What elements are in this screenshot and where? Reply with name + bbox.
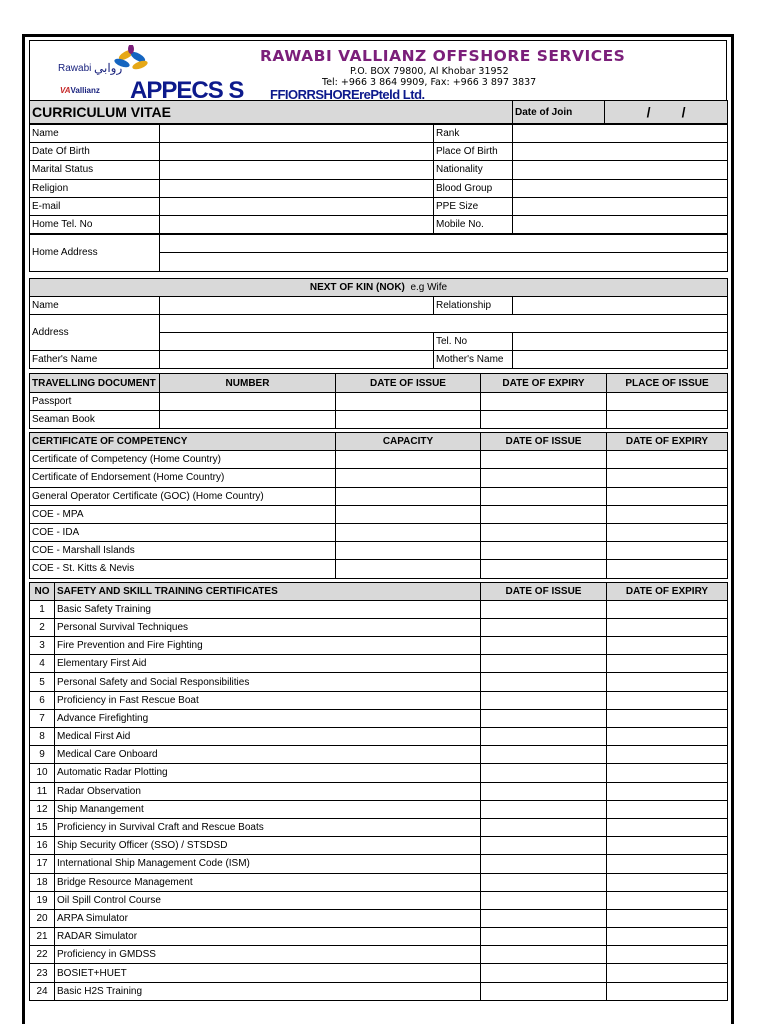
training-expiry-date-field[interactable] <box>607 928 728 946</box>
personal-left-field[interactable] <box>160 197 434 215</box>
competency-label: COE - St. Kitts & Nevis <box>30 560 336 578</box>
personal-left-field[interactable] <box>160 125 434 143</box>
training-row <box>30 837 728 855</box>
travel-doc-label: Passport <box>30 392 160 410</box>
training-issue-date-field[interactable] <box>481 618 607 636</box>
personal-right-label: PPE Size <box>434 197 513 215</box>
competency-field[interactable] <box>481 451 607 469</box>
competency-row <box>30 560 728 578</box>
nok-tel-label: Tel. No <box>434 333 513 351</box>
training-issue-date-field[interactable] <box>481 946 607 964</box>
training-number: 3 <box>30 637 55 655</box>
competency-field[interactable] <box>336 560 481 578</box>
nok-name-field[interactable] <box>160 296 434 314</box>
competency-row <box>30 469 728 487</box>
father-name-label: Father's Name <box>30 351 160 369</box>
training-issue-date-field[interactable] <box>481 873 607 891</box>
training-issue-date-field[interactable] <box>481 982 607 1000</box>
training-row <box>30 600 728 618</box>
competency-label: General Operator Certificate (GOC) (Home Country) <box>30 487 336 505</box>
training-issue-date-field[interactable] <box>481 600 607 618</box>
nok-tel-field[interactable] <box>513 333 728 351</box>
training-issue-date-field[interactable] <box>481 691 607 709</box>
competency-field[interactable] <box>607 560 728 578</box>
training-expiry-date-field[interactable] <box>607 618 728 636</box>
training-number: 16 <box>30 837 55 855</box>
training-issue-date-field[interactable] <box>481 764 607 782</box>
cv-title: CURRICULUM VITAE <box>30 101 513 124</box>
training-certificate-name: Proficiency in Survival Craft and Rescue Boats <box>55 818 481 836</box>
training-issue-date-field[interactable] <box>481 964 607 982</box>
company-address: P.O. BOX 79800, Al Khobar 31952 <box>350 66 509 77</box>
training-row <box>30 618 728 636</box>
mother-name-field[interactable] <box>513 351 728 369</box>
competency-label: COE - IDA <box>30 523 336 541</box>
personal-right-label: Nationality <box>434 161 513 179</box>
training-certificate-name: ARPA Simulator <box>55 909 481 927</box>
competency-field[interactable] <box>336 523 481 541</box>
personal-row <box>30 161 728 179</box>
training-row <box>30 873 728 891</box>
training-row <box>30 946 728 964</box>
training-number: 20 <box>30 909 55 927</box>
travel-header-row <box>30 374 728 392</box>
personal-left-field[interactable] <box>160 215 434 233</box>
personal-right-label: Place Of Birth <box>434 143 513 161</box>
competency-label: Certificate of Competency (Home Country) <box>30 451 336 469</box>
training-row <box>30 800 728 818</box>
training-number: 5 <box>30 673 55 691</box>
training-issue-date-field[interactable] <box>481 709 607 727</box>
training-expiry-date-field[interactable] <box>607 728 728 746</box>
travel-field[interactable] <box>607 392 728 410</box>
competency-field[interactable] <box>336 487 481 505</box>
training-certificate-name: Ship Security Officer (SSO) / STSDSD <box>55 837 481 855</box>
training-issue-date-field[interactable] <box>481 855 607 873</box>
personal-left-label: Religion <box>30 179 160 197</box>
training-certificate-name: Personal Safety and Social Responsibilities <box>55 673 481 691</box>
competency-field[interactable] <box>481 505 607 523</box>
competency-row <box>30 523 728 541</box>
date-of-join-label: Date of Join <box>513 101 605 124</box>
logo-rawabi-text: Rawabi <box>58 63 92 74</box>
home-address-table <box>29 234 728 271</box>
training-certificate-name: Ship Manangement <box>55 800 481 818</box>
personal-right-field[interactable] <box>513 161 728 179</box>
training-certificate-name: International Ship Management Code (ISM) <box>55 855 481 873</box>
personal-row <box>30 197 728 215</box>
competency-field[interactable] <box>336 451 481 469</box>
nok-address-label: Address <box>30 314 160 350</box>
logo-arabic-text: روابي <box>94 61 123 75</box>
training-certificate-name: RADAR Simulator <box>55 928 481 946</box>
logo-vallianz-word: Vallianz <box>70 86 100 95</box>
training-expiry-date-field[interactable] <box>607 637 728 655</box>
training-issue-date-field[interactable] <box>481 655 607 673</box>
personal-row <box>30 179 728 197</box>
personal-left-label: Home Tel. No <box>30 215 160 233</box>
training-header-cell: DATE OF ISSUE <box>481 582 607 600</box>
training-certificates-table <box>29 582 728 1001</box>
competency-field[interactable] <box>481 469 607 487</box>
training-number: 24 <box>30 982 55 1000</box>
logo-vallianz-text <box>60 86 100 95</box>
training-expiry-date-field[interactable] <box>607 982 728 1000</box>
training-number: 8 <box>30 728 55 746</box>
travel-field[interactable] <box>336 410 481 428</box>
training-number: 2 <box>30 618 55 636</box>
home-address-label: Home Address <box>30 235 160 271</box>
home-address-field-1[interactable] <box>160 235 728 253</box>
training-certificate-name: BOSIET+HUET <box>55 964 481 982</box>
logo-va-mark: VA <box>60 86 71 95</box>
training-expiry-date-field[interactable] <box>607 655 728 673</box>
training-expiry-date-field[interactable] <box>607 855 728 873</box>
training-row <box>30 782 728 800</box>
competency-field[interactable] <box>481 523 607 541</box>
training-row <box>30 673 728 691</box>
nok-heading-text: NEXT OF KIN (NOK) <box>309 281 405 293</box>
travel-field[interactable] <box>160 410 336 428</box>
competency-field[interactable] <box>481 542 607 560</box>
competency-header-cell: DATE OF EXPIRY <box>607 433 728 451</box>
competency-field[interactable] <box>607 451 728 469</box>
personal-row <box>30 125 728 143</box>
training-expiry-date-field[interactable] <box>607 873 728 891</box>
training-issue-date-field[interactable] <box>481 782 607 800</box>
travel-field[interactable] <box>160 392 336 410</box>
training-row <box>30 928 728 946</box>
training-certificate-name: Oil Spill Control Course <box>55 891 481 909</box>
training-expiry-date-field[interactable] <box>607 946 728 964</box>
training-certificate-name: Basic H2S Training <box>55 982 481 1000</box>
competency-header-cell: CAPACITY <box>336 433 481 451</box>
travel-field[interactable] <box>607 410 728 428</box>
training-certificate-name: Personal Survival Techniques <box>55 618 481 636</box>
travel-header-cell: NUMBER <box>160 374 336 392</box>
overlapping-company-subtext: FFIORRSHORErePteld Ltd. <box>270 87 425 102</box>
travel-doc-label: Seaman Book <box>30 410 160 428</box>
training-number: 10 <box>30 764 55 782</box>
training-expiry-date-field[interactable] <box>607 837 728 855</box>
training-expiry-date-field[interactable] <box>607 964 728 982</box>
training-expiry-date-field[interactable] <box>607 673 728 691</box>
training-number: 7 <box>30 709 55 727</box>
competency-header-cell: CERTIFICATE OF COMPETENCY <box>30 433 336 451</box>
training-row <box>30 909 728 927</box>
personal-left-label: Date Of Birth <box>30 143 160 161</box>
competency-field[interactable] <box>607 487 728 505</box>
competency-row <box>30 505 728 523</box>
personal-row <box>30 215 728 233</box>
personal-left-field[interactable] <box>160 179 434 197</box>
competency-field[interactable] <box>336 505 481 523</box>
letterhead <box>29 40 727 104</box>
company-name: RAWABI VALLIANZ OFFSHORE SERVICES <box>260 47 626 65</box>
training-certificate-name: Fire Prevention and Fire Fighting <box>55 637 481 655</box>
travel-row <box>30 392 728 410</box>
training-issue-date-field[interactable] <box>481 637 607 655</box>
training-row <box>30 728 728 746</box>
competency-label: COE - MPA <box>30 505 336 523</box>
training-expiry-date-field[interactable] <box>607 818 728 836</box>
nok-address-field-2[interactable] <box>160 333 434 351</box>
competency-row <box>30 542 728 560</box>
training-header-cell: DATE OF EXPIRY <box>607 582 728 600</box>
training-header-cell: NO <box>30 582 55 600</box>
training-issue-date-field[interactable] <box>481 837 607 855</box>
training-number: 12 <box>30 800 55 818</box>
training-issue-date-field[interactable] <box>481 818 607 836</box>
training-certificate-name: Medical First Aid <box>55 728 481 746</box>
personal-right-field[interactable] <box>513 215 728 233</box>
training-certificate-name: Medical Care Onboard <box>55 746 481 764</box>
training-issue-date-field[interactable] <box>481 909 607 927</box>
nok-relationship-field[interactable] <box>513 296 728 314</box>
training-certificate-name: Basic Safety Training <box>55 600 481 618</box>
travel-header-cell: PLACE OF ISSUE <box>607 374 728 392</box>
training-certificate-name: Advance Firefighting <box>55 709 481 727</box>
training-certificate-name: Automatic Radar Plotting <box>55 764 481 782</box>
training-row <box>30 982 728 1000</box>
training-header-row <box>30 582 728 600</box>
training-number: 4 <box>30 655 55 673</box>
training-row <box>30 691 728 709</box>
training-row <box>30 964 728 982</box>
training-expiry-date-field[interactable] <box>607 691 728 709</box>
nok-name-label: Name <box>30 296 160 314</box>
personal-right-field[interactable] <box>513 197 728 215</box>
nok-address-field[interactable] <box>160 314 728 332</box>
training-number: 21 <box>30 928 55 946</box>
training-certificate-name: Elementary First Aid <box>55 655 481 673</box>
date-slash-2: / <box>681 103 686 120</box>
company-contact: Tel: +966 3 864 9909, Fax: +966 3 897 3837 <box>322 77 537 88</box>
training-issue-date-field[interactable] <box>481 800 607 818</box>
training-row <box>30 746 728 764</box>
personal-info-table <box>29 124 728 234</box>
training-number: 1 <box>30 600 55 618</box>
training-row <box>30 818 728 836</box>
training-expiry-date-field[interactable] <box>607 746 728 764</box>
personal-right-field[interactable] <box>513 143 728 161</box>
training-issue-date-field[interactable] <box>481 728 607 746</box>
travel-row <box>30 410 728 428</box>
competency-field[interactable] <box>336 542 481 560</box>
personal-left-label: Name <box>30 125 160 143</box>
competency-row <box>30 451 728 469</box>
mother-name-label: Mother's Name <box>434 351 513 369</box>
personal-left-label: Marital Status <box>30 161 160 179</box>
training-issue-date-field[interactable] <box>481 746 607 764</box>
personal-right-field[interactable] <box>513 179 728 197</box>
travel-header-cell: TRAVELLING DOCUMENT <box>30 374 160 392</box>
competency-field[interactable] <box>481 560 607 578</box>
training-certificate-name: Bridge Resource Management <box>55 873 481 891</box>
training-number: 18 <box>30 873 55 891</box>
travel-field[interactable] <box>336 392 481 410</box>
training-expiry-date-field[interactable] <box>607 800 728 818</box>
training-issue-date-field[interactable] <box>481 673 607 691</box>
nok-heading-note: e.g Wife <box>410 281 448 293</box>
competency-field[interactable] <box>607 469 728 487</box>
training-expiry-date-field[interactable] <box>607 782 728 800</box>
training-certificate-name: Proficiency in Fast Rescue Boat <box>55 691 481 709</box>
training-number: 19 <box>30 891 55 909</box>
next-of-kin-table <box>29 278 728 370</box>
competency-field[interactable] <box>607 523 728 541</box>
competency-header-cell: DATE OF ISSUE <box>481 433 607 451</box>
competency-field[interactable] <box>607 505 728 523</box>
cv-form <box>29 40 727 1001</box>
nok-relationship-label: Relationship <box>434 296 513 314</box>
training-row <box>30 855 728 873</box>
training-row <box>30 891 728 909</box>
date-of-join-field[interactable] <box>605 101 728 124</box>
competency-label: COE - Marshall Islands <box>30 542 336 560</box>
training-expiry-date-field[interactable] <box>607 909 728 927</box>
training-row <box>30 709 728 727</box>
nok-heading <box>30 278 728 296</box>
date-slash-1: / <box>646 103 651 120</box>
training-row <box>30 764 728 782</box>
personal-left-label: E-mail <box>30 197 160 215</box>
training-row <box>30 655 728 673</box>
travelling-document-table <box>29 373 728 429</box>
training-number: 15 <box>30 818 55 836</box>
personal-left-field[interactable] <box>160 143 434 161</box>
personal-right-label: Rank <box>434 125 513 143</box>
competency-label: Certificate of Endorsement (Home Country) <box>30 469 336 487</box>
training-number: 9 <box>30 746 55 764</box>
training-header-cell: SAFETY AND SKILL TRAINING CERTIFICATES <box>55 582 481 600</box>
personal-right-label: Blood Group <box>434 179 513 197</box>
training-number: 11 <box>30 782 55 800</box>
overlapping-company-text: APPECS S <box>130 77 244 104</box>
competency-field[interactable] <box>481 487 607 505</box>
training-number: 17 <box>30 855 55 873</box>
training-certificate-name: Proficiency in GMDSS <box>55 946 481 964</box>
personal-left-field[interactable] <box>160 161 434 179</box>
personal-right-field[interactable] <box>513 125 728 143</box>
travel-field[interactable] <box>481 410 607 428</box>
training-issue-date-field[interactable] <box>481 928 607 946</box>
training-number: 22 <box>30 946 55 964</box>
competency-field[interactable] <box>336 469 481 487</box>
competency-field[interactable] <box>607 542 728 560</box>
father-name-field[interactable] <box>160 351 434 369</box>
training-certificate-name: Radar Observation <box>55 782 481 800</box>
training-expiry-date-field[interactable] <box>607 764 728 782</box>
travel-field[interactable] <box>481 392 607 410</box>
training-number: 6 <box>30 691 55 709</box>
training-number: 23 <box>30 964 55 982</box>
home-address-field-2[interactable] <box>160 253 728 271</box>
travel-header-cell: DATE OF ISSUE <box>336 374 481 392</box>
travel-header-cell: DATE OF EXPIRY <box>481 374 607 392</box>
competency-row <box>30 487 728 505</box>
certificate-of-competency-table <box>29 432 728 579</box>
training-expiry-date-field[interactable] <box>607 891 728 909</box>
training-row <box>30 637 728 655</box>
training-expiry-date-field[interactable] <box>607 600 728 618</box>
personal-right-label: Mobile No. <box>434 215 513 233</box>
personal-row <box>30 143 728 161</box>
competency-header-row <box>30 433 728 451</box>
training-issue-date-field[interactable] <box>481 891 607 909</box>
training-expiry-date-field[interactable] <box>607 709 728 727</box>
